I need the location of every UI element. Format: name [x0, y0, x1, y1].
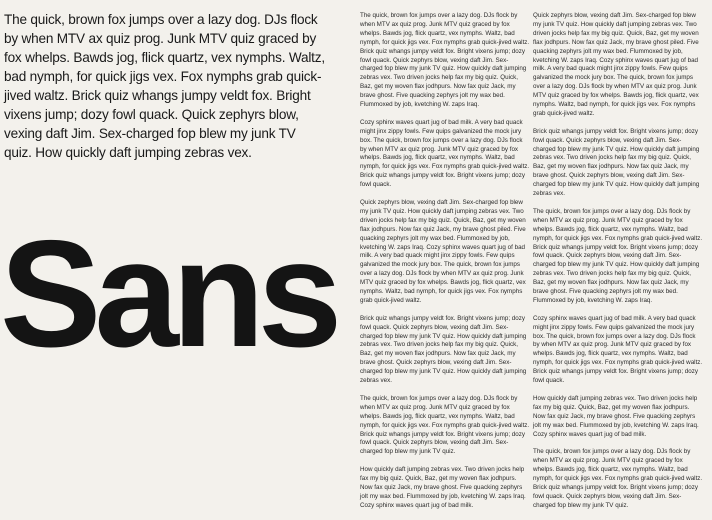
column-paragraph: Quick zephyrs blow, vexing daft Jim. Sex-charged fop blew my junk TV quiz. How quickly daft jumping zebras vex. Two driven jocks help fax my big quiz. Quick, Baz, get my woven flax jodhpurs. Now fax quiz Jack, my brave ghost piled. Five quacking zephyrs jolt my wax bed. Flummoxed by job, kvetching W. zaps Iraq. Cozy sphinx waves quart jug of bad milk. A very bad quack might jinx zippy fowls. Few quips galvanized the mock jury box. The quick, brown fox jumps over a lazy dog. DJs flock by when MTV ax quiz prog. Junk MTV quiz graced by fox whelps. Bawds jog, flick quartz, vex nymphs. Waltz, bad nymph, for quick jigs vex. Fox nymphs grab quick-jived waltz. [533, 12, 699, 117]
text-column-left [360, 12, 530, 520]
specimen-lead-paragraph: The quick, brown fox jumps over a lazy dog. DJs flock by when MTV ax quiz prog. Junk MTV quiz graced by fox whelps. Bawds jog, flick quartz, vex nymphs. Waltz, bad nymph, for quick jigs vex. Fox nymphs grab quick-jived waltz. Brick quiz whangs jumpy veldt fox. Bright vixens jump; dozy fowl quack. Quick zephyrs blow, vexing daft Jim. Sex-charged fop blew my junk TV quiz. How quickly daft jumping zebras vex. [4, 12, 325, 160]
column-paragraph: Brick quiz whangs jumpy veldt fox. Bright vixens jump; dozy fowl quack. Quick zephyrs blow, vexing daft Jim. Sex-charged fop blew my junk TV quiz. How quickly daft jumping zebras vex. Two driven jocks help fax my big quiz. Quick, Baz, get my woven flax jodhpurs. Now fax quiz Jack, my brave ghost. Quick zephyrs blow, vexing daft Jim. Sex-charged fop blew my junk TV quiz. How quickly daft jumping zebras vex. [360, 314, 527, 385]
column-paragraph: Cozy sphinx waves quart jug of bad milk. A very bad quack might jinx zippy fowls. Few quips galvanized the mock jury box. The quick, brown fox jumps over a lazy dog. DJs flock by when MTV ax quiz prog. Junk MTV quiz graced by fox whelps. Bawds jog, flick quartz, vex nymphs. Waltz, bad nymph, for quick jigs vex. Fox nymphs grab quick-jived waltz. Brick quiz whangs jumpy veldt fox. Bright vixens jump; dozy fowl quack. [360, 118, 530, 189]
column-paragraph: The quick, brown fox jumps over a lazy dog. DJs flock by when MTV ax quiz prog. Junk MTV quiz graced by fox whelps. Bawds jog, flick quartz, vex nymphs. Waltz, bad nymph, for quick jigs vex. Fox nymphs grab quick-jived waltz. Brick quiz whangs jumpy veldt fox. Bright vixens jump; dozy fowl quack. Quick zephyrs blow, vexing daft Jim. Sex-charged fop blew my junk TV quiz. How quickly daft jumping zebras vex. Two driven jocks help fax my big quiz. Quick, Baz, get my woven flax jodhpurs. Now fax quiz Jack, my brave ghost. Five quacking zephyrs jolt my wax bed. Flummoxed by job, kvetching W. zaps Iraq. [533, 207, 703, 304]
column-paragraph: The quick, brown fox jumps over a lazy dog. DJs flock by when MTV ax quiz prog. Junk MTV quiz graced by fox whelps. Bawds jog, flick quartz, vex nymphs. Waltz, bad nymph, for quick jigs vex. Fox nymphs grab quick-jived waltz. Brick quiz whangs jumpy veldt fox. Bright vixens jump; dozy fowl quack. Quick zephyrs blow, vexing daft Jim. Sex-charged fop blew my junk TV quiz. How quickly daft jumping zebras vex. Two driven jocks help fax my big quiz. Quick, Baz, get my woven flax jodhpurs. Now fax quiz Jack, my brave ghost. Five quacking zephyrs jolt my wax bed. Flummoxed by job, kvetching W. zaps Iraq. [360, 12, 530, 109]
column-paragraph: How quickly daft jumping zebras vex. Two driven jocks help fax my big quiz. Quick, Baz, get my woven flax jodhpurs. Now fax quiz Jack, my brave ghost. Five quacking zephyrs jolt my wax bed. Flummoxed by job, kvetching W. zaps Iraq. Cozy sphinx waves quart jug of bad milk. [360, 466, 526, 509]
column-paragraph: How quickly daft jumping zebras vex. Two driven jocks help fax my big quiz. Quick, Baz, get my woven flax jodhpurs. Now fax quiz Jack, my brave ghost. Five quacking zephyrs jolt my wax bed. Flummoxed by job, kvetching W. zaps Iraq. Cozy sphinx waves quart jug of bad milk. [533, 394, 699, 438]
column-paragraph: Brick quiz whangs jumpy veldt fox. Bright vixens jump; dozy fowl quack. Quick zephyrs blow, vexing daft Jim. Sex-charged fop blew my junk TV quiz. How quickly daft jumping zebras vex. Two driven jocks help fax my big quiz. Quick, Baz, get my woven flax jodhpurs. Now fax quiz Jack, my brave ghost. Quick zephyrs blow, vexing daft Jim. Sex-charged fop blew my junk TV quiz. How quickly daft jumping zebras vex. [533, 127, 700, 198]
column-paragraph: The quick, brown fox jumps over a lazy dog. DJs flock by when MTV ax quiz prog. Junk MTV quiz graced by fox whelps. Bawds jog, flick quartz, vex nymphs. Waltz, bad nymph, for quick jigs vex. Fox nymphs grab quick-jived waltz. Brick quiz whangs jumpy veldt fox. Bright vixens jump; dozy fowl quack. Quick zephyrs blow, vexing daft Jim. Sex-charged fop blew my junk TV quiz. [533, 448, 703, 509]
column-paragraph: Cozy sphinx waves quart jug of bad milk. A very bad quack might jinx zippy fowls. Few quips galvanized the mock jury box. The quick, brown fox jumps over a lazy dog. DJs flock by when MTV ax quiz prog. Junk MTV quiz graced by fox whelps. Bawds jog, flick quartz, vex nymphs. Waltz, bad nymph, for quick jigs vex. Fox nymphs grab quick-jived waltz. Brick quiz whangs jumpy veldt fox. Bright vixens jump; dozy fowl quack. [533, 314, 703, 385]
text-column-right [533, 12, 703, 520]
column-paragraph: Quick zephyrs blow, vexing daft Jim. Sex-charged fop blew my junk TV quiz. How quickly daft jumping zebras vex. Two driven jocks help fax my big quiz. Quick, Baz, get my woven flax jodhpurs. Now fax quiz Jack, my brave ghost piled. Five quacking zephyrs jolt my wax bed. Flummoxed by job, kvetching W. zaps Iraq. Cozy sphinx waves quart jug of bad milk. A very bad quack might jinx zippy fowls. Few quips galvanized the mock jury box. The quick, brown fox jumps over a lazy dog. DJs flock by when MTV ax quiz prog. Junk MTV quiz graced by fox whelps. Bawds jog, flick quartz, vex nymphs. Waltz, bad nymph, for quick jigs vex. Fox nymphs grab quick-jived waltz. [360, 199, 526, 304]
column-paragraph: The quick, brown fox jumps over a lazy dog. DJs flock by when MTV ax quiz prog. Junk MTV quiz graced by fox whelps. Bawds jog, flick quartz, vex nymphs. Waltz, bad nymph, for quick jigs vex. Fox nymphs grab quick-jived waltz. Brick quiz whangs jumpy veldt fox. Bright vixens jump; dozy fowl quack. Quick zephyrs blow, vexing daft Jim. Sex-charged fop blew my junk TV quiz. [360, 394, 530, 456]
display-word: Sans [0, 209, 336, 379]
